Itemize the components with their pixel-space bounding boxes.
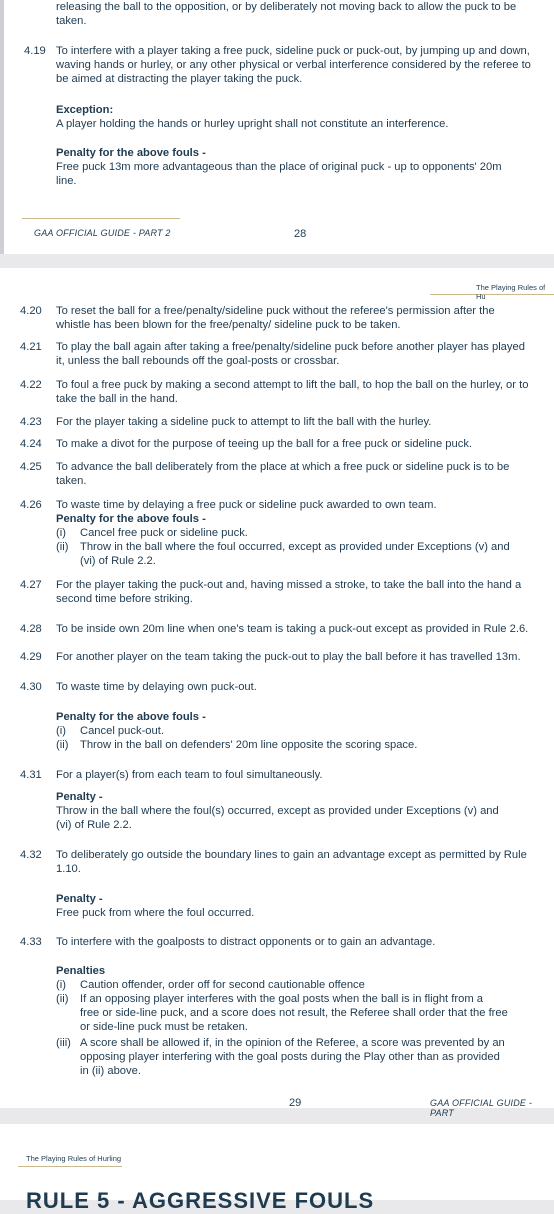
penalty-text: (vi) of Rule 2.2.	[56, 819, 132, 831]
penalty-item-text: (vi) of Rule 2.2.	[80, 555, 156, 567]
rule-text: waving hands or hurley, or any other physical or verbal interference considered by the referee to	[56, 59, 531, 71]
rule-text: To waste time by delaying a free puck or sideline puck awarded to own team.	[56, 499, 437, 511]
penalty-item-text: Cancel free puck or sideline puck.	[80, 527, 248, 539]
rule-text: be aimed at distracting the player taking the puck.	[56, 73, 303, 85]
rule-text: To advance the ball deliberately from the place at which a free puck or sideline puck is to be	[56, 461, 510, 473]
page-number: 29	[289, 1097, 302, 1109]
exception-text: A player holding the hands or hurley upright shall not constitute an interference.	[56, 118, 449, 130]
rule-number: 4.33	[20, 936, 42, 948]
rule-number: 4.26	[20, 499, 42, 511]
rule-number: 4.31	[20, 769, 42, 781]
rule-text: To be inside own 20m line when one's team is taking a puck-out except as provided in Rule 2.6.	[56, 623, 529, 635]
penalty-text: line.	[56, 175, 77, 187]
rule-text: To play the ball again after taking a free/penalty/sideline puck before another player has played	[56, 341, 525, 353]
rule-number: 4.22	[20, 379, 42, 391]
rule-number: 4.19	[24, 45, 46, 57]
penalty-item-text: in (ii) above.	[80, 1065, 141, 1077]
rule-number: 4.32	[20, 849, 42, 861]
rule-text: For a player(s) from each team to foul simultaneously.	[56, 769, 323, 781]
rule-number: 4.29	[20, 651, 42, 663]
penalty-item-number: (i)	[56, 527, 66, 539]
page-29	[0, 268, 554, 1118]
rule-number: 4.27	[20, 579, 42, 591]
rule-text: it, unless the ball rebounds off the goal-posts or crossbar.	[56, 355, 340, 367]
penalty-heading: Penalty -	[56, 893, 103, 905]
rule-text: taken.	[56, 475, 87, 487]
penalty-item-text: Cancel puck-out.	[80, 725, 164, 737]
page-28	[0, 0, 554, 254]
running-header: The Playing Rules of Hu	[476, 283, 546, 301]
rule-text: second time before striking.	[56, 593, 193, 605]
rule-text: For the player taking the puck-out and, having missed a stroke, to take the ball into the hand a	[56, 579, 522, 591]
penalty-item-number: (ii)	[56, 993, 69, 1005]
rule-number: 4.23	[20, 416, 42, 428]
penalty-item-text: Caution offender, order off for second cautionable offence	[80, 979, 365, 991]
rule-number: 4.21	[20, 341, 42, 353]
running-header: The Playing Rules of Hurling	[26, 1154, 122, 1163]
continued-text-line: taken.	[56, 15, 87, 27]
penalty-text: Free puck from where the foul occurred.	[56, 907, 255, 919]
rule-text: To deliberately go outside the boundary lines to gain an advantage except as permitted by Rule	[56, 849, 527, 861]
rule-number: 4.20	[20, 305, 42, 317]
rule-text: To waste time by delaying own puck-out.	[56, 681, 257, 693]
header-rule	[18, 1166, 122, 1167]
penalty-item-text: opposing player interfering with the goal posts during the Play other than as provided	[80, 1051, 500, 1063]
rule-text: To reset the ball for a free/penalty/sideline puck without the referee's permission after the	[56, 305, 495, 317]
rule-number: 4.28	[20, 623, 42, 635]
penalty-item-number: (i)	[56, 725, 66, 737]
rule-section-heading: RULE 5 - AGGRESSIVE FOULS	[26, 1188, 375, 1213]
penalty-text: Free puck 13m more advantageous than the place of original puck - up to opponents' 20m	[56, 161, 502, 173]
rule-text: To make a divot for the purpose of teeing up the ball for a free puck or sideline puck.	[56, 438, 473, 450]
rule-number: 4.24	[20, 438, 42, 450]
rule-text: To interfere with the goalposts to distract opponents or to gain an advantage.	[56, 936, 436, 948]
rule-text: 1.10.	[56, 863, 81, 875]
penalty-item-text: Throw in the ball where the foul occurred, except as provided under Exceptions (v) and	[80, 541, 510, 553]
penalty-item-text: If an opposing player interferes with the goal posts when the ball is in flight from a	[80, 993, 483, 1005]
penalty-item-number: (ii)	[56, 541, 69, 553]
page-30	[0, 1124, 554, 1213]
footer-title: GAA OFFICIAL GUIDE - PART 2	[34, 228, 171, 238]
penalty-heading: Penalty for the above fouls -	[56, 147, 206, 159]
penalty-item-number: (ii)	[56, 739, 69, 751]
penalty-heading: Penalty -	[56, 791, 103, 803]
penalty-item-number: (i)	[56, 979, 66, 991]
exception-heading: Exception:	[56, 104, 114, 116]
penalty-heading: Penalties	[56, 965, 106, 977]
rule-text: For another player on the team taking the puck-out to play the ball before it has travelled 13m.	[56, 651, 521, 663]
rule-text: whistle has been blown for the free/penalty/ sideline puck to be taken.	[56, 319, 401, 331]
penalty-item-number: (iii)	[56, 1037, 71, 1049]
page-number: 28	[294, 228, 307, 240]
penalty-item-text: or side-line puck must be retaken.	[80, 1021, 248, 1033]
rule-text: take the ball in the hand.	[56, 393, 178, 405]
rule-number: 4.30	[20, 681, 42, 693]
rule-number: 4.25	[20, 461, 42, 473]
penalty-heading: Penalty for the above fouls -	[56, 711, 206, 723]
continued-text-line: releasing the ball to the opposition, or by deliberately not moving back to allow the puck to be	[56, 1, 517, 13]
penalty-heading: Penalty for the above fouls -	[56, 513, 206, 525]
rule-text: To foul a free puck by making a second attempt to lift the ball, to hop the ball on the hurley, or to	[56, 379, 529, 391]
footer-rule	[22, 218, 180, 219]
rule-text: To interfere with a player taking a free puck, sideline puck or puck-out, by jumping up and down,	[56, 45, 530, 57]
footer-title: GAA OFFICIAL GUIDE - PART	[430, 1098, 533, 1118]
penalty-item-text: A score shall be allowed if, in the opinion of the Referee, a score was prevented by an	[80, 1037, 505, 1049]
penalty-item-text: Throw in the ball on defenders' 20m line opposite the scoring space.	[80, 739, 418, 751]
rule-text: For the player taking a sideline puck to attempt to lift the ball with the hurley.	[56, 416, 432, 428]
penalty-item-text: free or side-line puck, and a score does not result, the Referee shall order that the free	[80, 1007, 508, 1019]
penalty-text: Throw in the ball where the foul(s) occurred, except as provided under Exceptions (v) and	[56, 805, 499, 817]
